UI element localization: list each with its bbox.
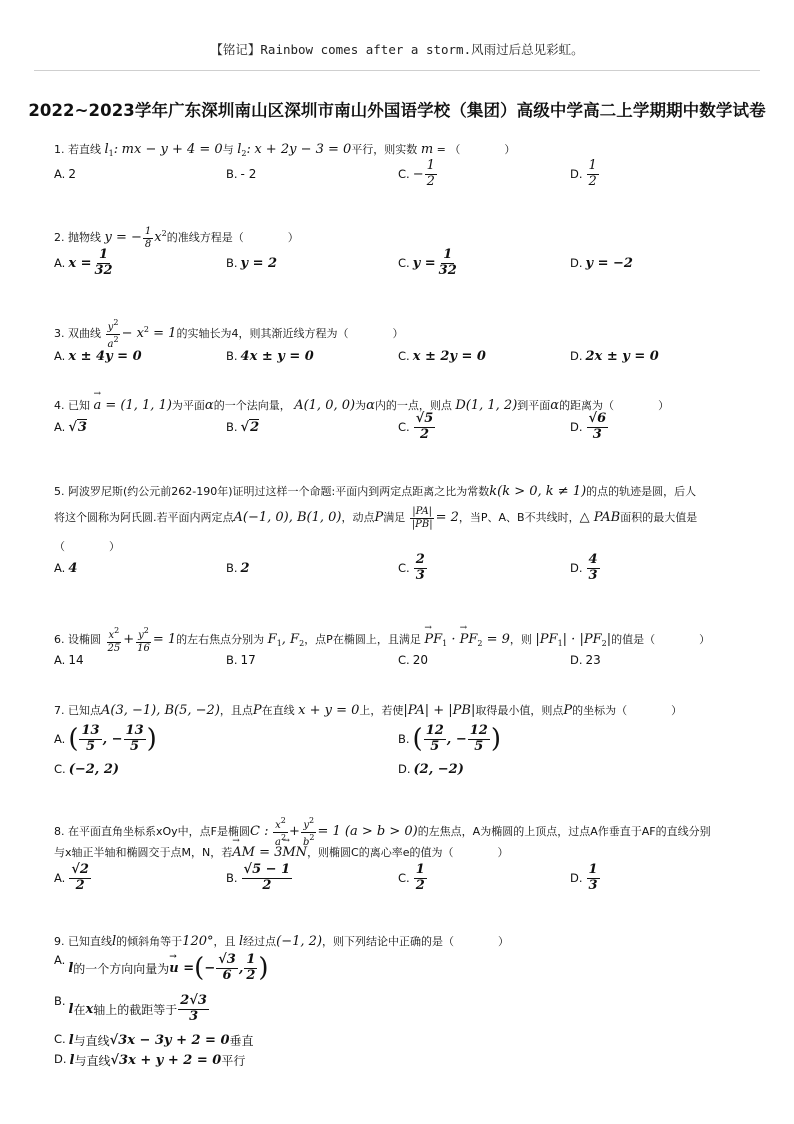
question-1: 1. 若直线 $l_1$: mx − y + 4 = 0与 $l_2$: x + 2y − 3 = 0平行，则实数 m = （ ）	[54, 142, 516, 158]
q2-option-d[interactable]: D. y = −2	[570, 255, 633, 271]
question-5-line-3: （ ）	[54, 540, 120, 553]
q6-option-c[interactable]: C. 20	[398, 653, 428, 667]
q5-option-d[interactable]: D. $\frac{4}{3}$	[570, 551, 598, 583]
q7-option-c[interactable]: C. (−2, 2)	[54, 761, 120, 777]
q4-options	[54, 407, 754, 447]
q2-option-b[interactable]: B. y = 2	[226, 255, 278, 271]
q3-option-d[interactable]: D. 2x ± y = 0	[570, 348, 659, 364]
q4-option-c[interactable]: C. $\frac{√5}{2}$	[398, 410, 434, 442]
q8-options	[54, 858, 754, 898]
question-4: 4. 已知 → a = (1, 1, 1)为平面α的一个法向量， A(1, 0, 0)为α内的一点，则点 D(1, 1, 2)到平面α的距离为（ ）	[54, 398, 669, 414]
q9-option-d[interactable]: D. l 与直线 √3x + y + 2 = 0 平行	[54, 1052, 246, 1068]
q6-option-a[interactable]: A. 14	[54, 653, 84, 667]
q2-option-a[interactable]: A. x = $\frac{1}{32}$	[54, 246, 113, 278]
q1-options	[54, 154, 754, 194]
q5-options	[54, 548, 754, 588]
q8-option-c[interactable]: C. $\frac{1}{2}$	[398, 861, 425, 893]
question-7: 7. 已知点A(3, −1), B(5, −2)，且点P在直线 x + y = 0上，若使|PA| + |PB|取得最小值，则点P的坐标为（ ）	[54, 703, 683, 718]
q1-option-c[interactable]: C. − $\frac{1}{2}$	[398, 157, 435, 189]
q5-option-a[interactable]: A. 4	[54, 560, 78, 576]
question-8-line-1: 8. 在平面直角坐标系xOy中，点F是椭圆C : $\frac{x^2}{a^2}$ + $\frac{y^2}{b^2}$ = 1 (a > b > 0)的左焦点，A为椭圆的上顶点，过点A作垂直于AF的直线分别	[54, 816, 711, 848]
q7-option-b[interactable]: B. ( $\frac{12}{5}$ , − $\frac{12}{5}$ )	[398, 722, 501, 754]
q3-options	[54, 336, 754, 376]
q7-option-a[interactable]: A. ( $\frac{13}{5}$ , − $\frac{13}{5}$ )	[54, 722, 157, 754]
header-divider	[34, 70, 760, 71]
q4-option-b[interactable]: B. √ 2	[226, 407, 259, 447]
q7-options-row-1	[54, 719, 754, 759]
motto-header: 【铭记】Rainbow comes after a storm.风雨过后总见彩虹。	[210, 42, 584, 57]
q2-option-c[interactable]: C. y = $\frac{1}{32}$	[398, 246, 457, 278]
q3-option-a[interactable]: A. x ± 4y = 0	[54, 348, 142, 364]
question-9: 9. 已知直线l的倾斜角等于120°，且 l经过点(−1, 2)，则下列结论中正确的是（ ）	[54, 934, 510, 949]
q1-option-b[interactable]: B. - 2	[226, 167, 257, 181]
q4-option-a[interactable]: A. √ 3	[54, 407, 87, 447]
q2-options	[54, 243, 754, 283]
q9-option-c[interactable]: C. l 与直线 √3x − 3y + 2 = 0 垂直	[54, 1032, 254, 1048]
question-3: 3. 双曲线 $\frac{y^2}{a^2}$ − $x^2 = 1$的实轴长为4，则其渐近线方程为（ ）	[54, 318, 404, 350]
q6-options	[54, 640, 754, 680]
q3-option-b[interactable]: B. 4x ± y = 0	[226, 348, 314, 364]
q7-option-d[interactable]: D. (2, −2)	[398, 761, 464, 777]
q1-option-a[interactable]: A. 2	[54, 167, 76, 181]
q8-option-a[interactable]: A. $\frac{√2}{2}$	[54, 861, 89, 893]
q9-option-a[interactable]: A. l 的一个方向向量为 → u = ( − $\frac{√3}{6}$ , $\frac{1}{2}$ )	[54, 953, 269, 984]
q4-option-d[interactable]: D. $\frac{√6}{3}$	[570, 410, 607, 442]
question-2: 2. 抛物线 y = − $\frac{1}{8}$ $x^2$的准线方程是（ ）	[54, 226, 299, 250]
q8-option-d[interactable]: D. $\frac{1}{3}$	[570, 861, 598, 893]
q8-option-b[interactable]: B. $\frac{√5 - 1}{2}$	[226, 861, 291, 893]
exam-title: 2022~2023学年广东深圳南山区深圳市南山外国语学校（集团）高级中学高二上学期期中数学试卷	[28, 101, 766, 120]
q7-options-row-2	[54, 754, 754, 784]
q5-option-c[interactable]: C. $\frac{2}{3}$	[398, 551, 425, 583]
q6-option-d[interactable]: D. 23	[570, 653, 601, 667]
q5-option-b[interactable]: B. 2	[226, 560, 250, 576]
question-6: 6. 设椭圆 $\frac{x^2}{25}$ + $\frac{y^2}{16}$ = 1的左右焦点分别为 $F_1$, $F_2$，点P在椭圆上，且满足 → $PF_1$ · → $PF_2 = 9$，则 $|PF_1| \cdot |PF_2|$的值是（ ）	[54, 626, 710, 654]
question-8-line-2: 与x轴正半轴和椭圆交于点M，N，若→ AM = 3→ MN，则椭圆C的离心率e的值为（ ）	[54, 845, 509, 861]
q9-option-b[interactable]: B. l 在 x 轴上的截距等于 $\frac{2√3}{3}$	[54, 993, 207, 1024]
q3-option-c[interactable]: C. x ± 2y = 0	[398, 348, 486, 364]
q6-option-b[interactable]: B. 17	[226, 653, 256, 667]
question-5-line-1: 5. 阿波罗尼斯(约公元前262-190年)证明过这样一个命题:平面内到两定点距离之比为常数k(k > 0, k ≠ 1)的点的轨迹是圆，后人	[54, 484, 697, 499]
q1-option-d[interactable]: D. $\frac{1}{2}$	[570, 157, 597, 189]
question-5-line-2: 将这个圆称为阿氏圆.若平面内两定点A(−1, 0), B(1, 0)，动点P满足 $\frac{|PA|}{|PB|}$ = 2，当P、A、B不共线时，△ PAB面积的最大值是	[54, 506, 698, 530]
